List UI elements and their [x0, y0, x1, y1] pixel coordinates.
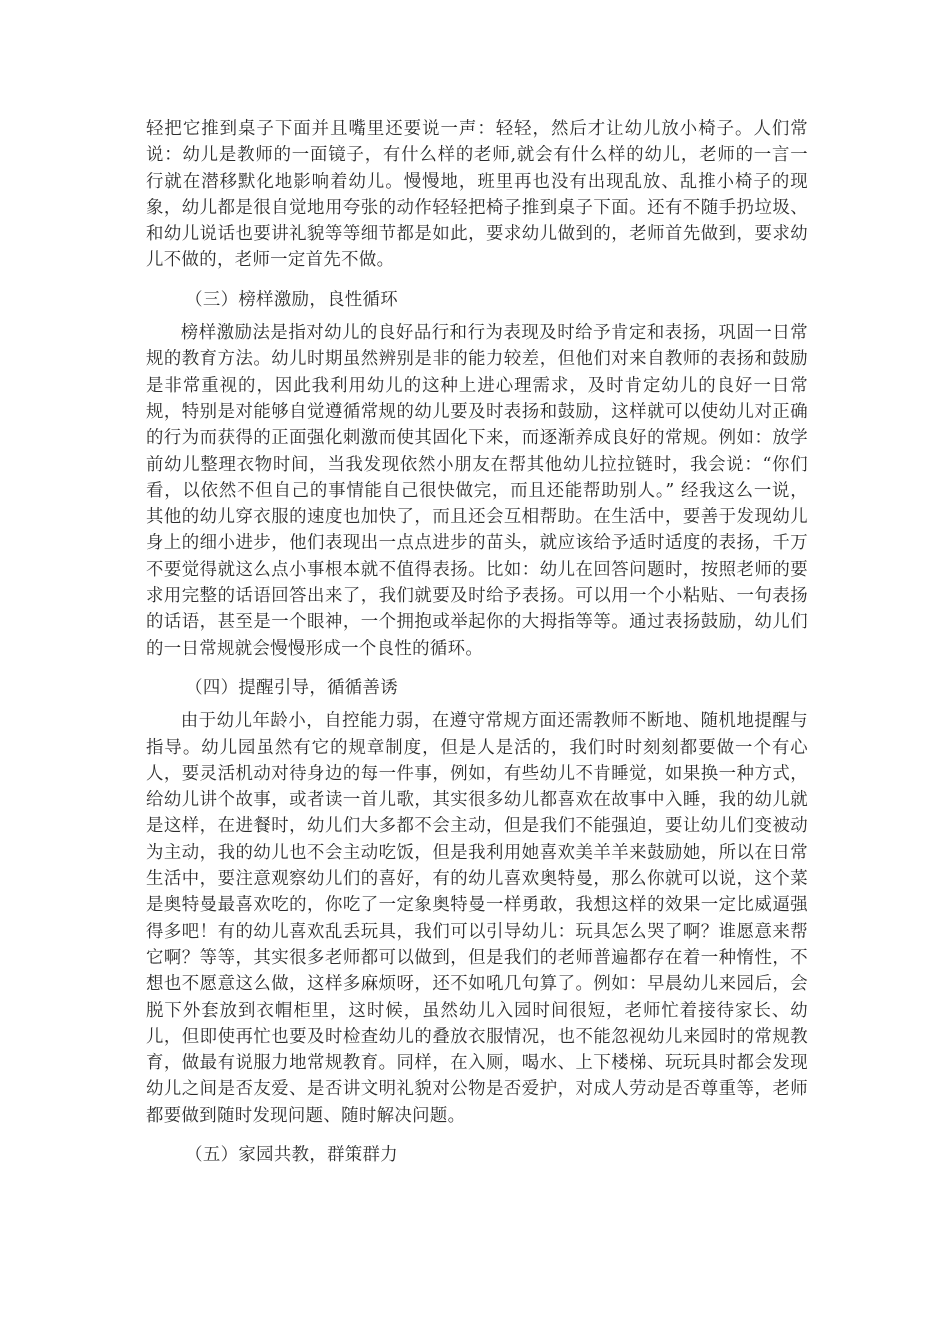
- paragraph-continuation: 轻把它推到桌子下面并且嘴里还要说一声：轻轻，然后才让幼儿放小椅子。人们常说：幼儿是教师的一面镜子，有什么样的老师,就会有什么样的幼儿，老师的一言一行就在潜移默化地影响着幼儿。慢慢地，班里再也没有出现乱放、乱推小椅子的现象，幼儿都是很自觉地用夸张的动作轻轻把椅子推到桌子下面。还有不随手扔垃圾、和幼儿说话也要讲礼貌等等细节都是如此，要求幼儿做到的，老师首先做到，要求幼儿不做的，老师一定首先不做。: [146, 119, 808, 271]
- document-body: [146, 116, 808, 1175]
- section-heading-4: （四）提醒引导，循循善诱: [185, 677, 399, 698]
- paragraph-role-model: 榜样激励法是指对幼儿的良好品行和行为表现及时给予肯定和表扬，巩固一日常规的教育方法。幼儿时期虽然辨别是非的能力较差，但他们对来自教师的表扬和鼓励是非常重视的，因此我利用幼儿的这种上进心理需求，及时肯定幼儿的良好一日常规，特别是对能够自觉遵循常规的幼儿要及时表扬和鼓励，这样就可以使幼儿对正确的行为而获得的正面强化刺激而使其固化下来，而逐渐养成良好的常规。例如：放学前幼儿整理衣物时间，当我发现依然小朋友在帮其他幼儿拉拉链时，我会说：“你们看，以依然不但自己的事情能自己很快做完，而且还能帮助别人。” 经我这么一说，其他的幼儿穿衣服的速度也加快了，而且还会互相帮助。在生活中，要善于发现幼儿身上的细小进步，他们表现出一点点进步的苗头，就应该给予适时适度的表扬，千万不要觉得就这么点小事根本就不值得表扬。比如：幼儿在回答问题时，按照老师的要求用完整的话语回答出来了，我们就要及时给予表扬。可以用一个小粘贴、一句表扬的话语，甚至是一个眼神，一个拥抱或举起你的大拇指等等。通过表扬鼓励，幼儿们的一日常规就会慢慢形成一个良性的循环。: [146, 323, 808, 659]
- section-heading-3: （三）榜样激励，良性循环: [185, 289, 399, 310]
- section-heading-5: （五）家园共教，群策群力: [185, 1144, 399, 1165]
- paragraph-reminder-guidance: 由于幼儿年龄小，自控能力弱，在遵守常规方面还需教师不断地、随机地提醒与指导。幼儿园虽然有它的规章制度，但是人是活的，我们时时刻刻都要做一个有心人，要灵活机动对待身边的每一件事，例如，有些幼儿不肯睡觉，如果换一种方式，给幼儿讲个故事，或者读一首儿歌，其实很多幼儿都喜欢在故事中入睡，我的幼儿就是这样，在进餐时，幼儿们大多都不会主动，但是我们不能强迫，要让幼儿们变被动为主动，我的幼儿也不会主动吃饭，但是我利用她喜欢美羊羊来鼓励她，所以在日常生活中，要注意观察幼儿们的喜好，有的幼儿喜欢奥特曼，那么你就可以说，这个菜是奥特曼最喜欢吃的，你吃了一定象奥特曼一样勇敢，我想这样的效果一定比威逼强得多吧！有的幼儿喜欢乱丢玩具，我们可以引导幼儿：玩具怎么哭了啊？谁愿意来帮它啊？等等，其实很多老师都可以做到，但是我们的老师普遍都存在着一种惰性，不想也不愿意这么做，这样多麻烦呀，还不如吼几句算了。例如：早晨幼儿来园后，会脱下外套放到衣帽柜里，这时候，虽然幼儿入园时间很短，老师忙着接待家长、幼儿，但即使再忙也要及时检查幼儿的叠放衣服情况，也不能忽视幼儿来园时的常规教育，做最有说服力地常规教育。同样，在入厕，喝水、上下楼梯、玩玩具时都会发现幼儿之间是否友爱、是否讲文明礼貌对公物是否爱护，对成人劳动是否尊重等，老师都要做到随时发现问题、随时解决问题。: [146, 711, 808, 1126]
